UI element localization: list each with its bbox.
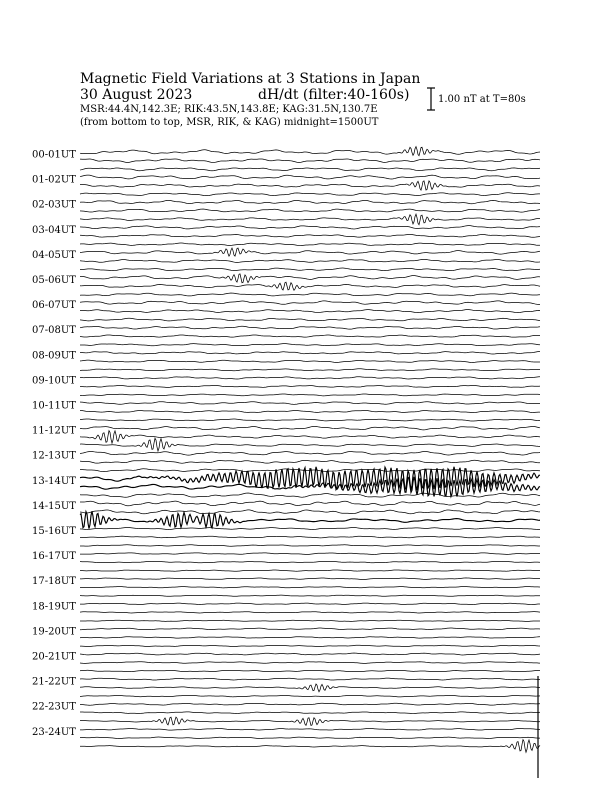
trace-kag: [80, 274, 540, 283]
trace-kag: [80, 326, 540, 329]
hour-label: 04-05UT: [32, 249, 76, 261]
hour-label: 23-24UT: [32, 726, 76, 738]
trace-msr: [80, 318, 540, 321]
trace-rik: [80, 159, 540, 162]
trace-rik: [80, 712, 540, 714]
trace-msr: [80, 570, 540, 571]
trace-msr: [80, 193, 540, 196]
trace-msr: [80, 645, 540, 646]
trace-kag: [80, 248, 540, 256]
date-label: 30 August 2023: [80, 87, 193, 103]
trace-rik: [80, 460, 540, 463]
trace-msr: [80, 438, 540, 451]
hour-label: 14-15UT: [32, 500, 76, 512]
trace-kag: [80, 703, 540, 705]
trace-msr: [80, 511, 540, 528]
hour-label: 22-23UT: [32, 701, 76, 713]
trace-msr: [80, 740, 540, 753]
trace-rik: [80, 587, 540, 588]
trace-kag: [80, 226, 540, 229]
scale-label: 1.00 nT at T=80s: [438, 94, 526, 105]
trace-msr: [80, 670, 540, 671]
trace-rik: [80, 181, 540, 190]
trace-rik: [80, 612, 540, 613]
trace-kag: [80, 553, 540, 555]
trace-msr: [80, 620, 540, 621]
hour-label: 19-20UT: [32, 626, 76, 638]
trace-rik: [80, 282, 540, 290]
trace-rik: [80, 410, 540, 412]
trace-rik: [80, 684, 540, 692]
trace-kag: [80, 451, 540, 455]
trace-kag: [80, 578, 540, 580]
trace-rik: [80, 234, 540, 237]
trace-rik: [80, 209, 540, 212]
trace-msr: [80, 168, 540, 171]
trace-msr: [80, 595, 540, 596]
hour-label: 09-10UT: [32, 375, 76, 387]
quantity-label: dH/dt (filter:40-160s): [258, 87, 410, 103]
order-note: (from bottom to top, MSR, RIK, & KAG) midnight=1500UT: [80, 117, 379, 128]
trace-rik: [80, 510, 540, 514]
trace-msr: [80, 293, 540, 296]
trace-msr: [80, 394, 540, 396]
trace-msr: [80, 214, 540, 225]
trace-msr: [80, 369, 540, 371]
trace-kag: [80, 501, 540, 506]
trace-rik: [80, 310, 540, 313]
trace-kag: [80, 200, 540, 203]
trace-msr: [80, 419, 540, 421]
hour-label: 13-14UT: [32, 475, 76, 487]
trace-msr: [80, 268, 540, 271]
trace-kag: [80, 527, 540, 529]
trace-kag: [80, 678, 540, 680]
trace-rik: [80, 637, 540, 638]
trace-kag: [80, 301, 540, 305]
hour-label: 20-21UT: [32, 651, 76, 663]
hour-label: 08-09UT: [32, 350, 76, 362]
hour-label: 05-06UT: [32, 275, 76, 286]
stations-label: MSR:44.4N,142.3E; RIK:43.5N,143.8E; KAG:31.5N,130.7E: [80, 104, 378, 115]
hour-label: 00-01UT: [32, 149, 76, 161]
trace-msr: [80, 243, 540, 246]
hour-label: 06-07UT: [32, 300, 76, 312]
trace-kag: [80, 352, 540, 355]
trace-rik: [80, 259, 540, 262]
trace-kag: [80, 175, 540, 179]
trace-kag: [80, 377, 540, 379]
trace-kag: [80, 653, 540, 655]
hour-label: 03-04UT: [32, 224, 76, 236]
trace-kag: [80, 147, 540, 156]
hour-label: 15-16UT: [32, 526, 76, 537]
hour-label: 01-02UT: [32, 174, 76, 186]
trace-msr: [80, 344, 540, 346]
trace-msr: [80, 695, 540, 696]
trace-kag: [80, 628, 540, 630]
trace-kag: [80, 426, 540, 429]
trace-msr: [80, 493, 540, 497]
trace-rik: [80, 477, 540, 497]
hour-label: 21-22UT: [32, 676, 76, 688]
trace-msr: [80, 545, 540, 547]
trace-rik: [80, 385, 540, 387]
trace-rik: [80, 662, 540, 664]
hour-label: 11-12UT: [32, 425, 76, 437]
trace-rik: [80, 360, 540, 362]
hour-label: 12-13UT: [32, 450, 76, 462]
hour-label: 16-17UT: [32, 551, 76, 563]
hour-label: 10-11UT: [32, 400, 76, 412]
trace-msr: [80, 717, 540, 725]
trace-rik: [80, 335, 540, 337]
chart-title: Magnetic Field Variations at 3 Stations in Japan: [80, 71, 421, 87]
hour-label: 07-08UT: [32, 325, 76, 337]
hour-label: 17-18UT: [32, 576, 76, 588]
hour-label: 02-03UT: [32, 199, 76, 211]
trace-kag: [80, 603, 540, 605]
hour-label: 18-19UT: [32, 601, 76, 613]
trace-kag: [80, 402, 540, 405]
trace-kag: [80, 728, 540, 730]
trace-rik: [80, 561, 540, 562]
trace-rik: [80, 737, 540, 738]
trace-rik: [80, 536, 540, 538]
